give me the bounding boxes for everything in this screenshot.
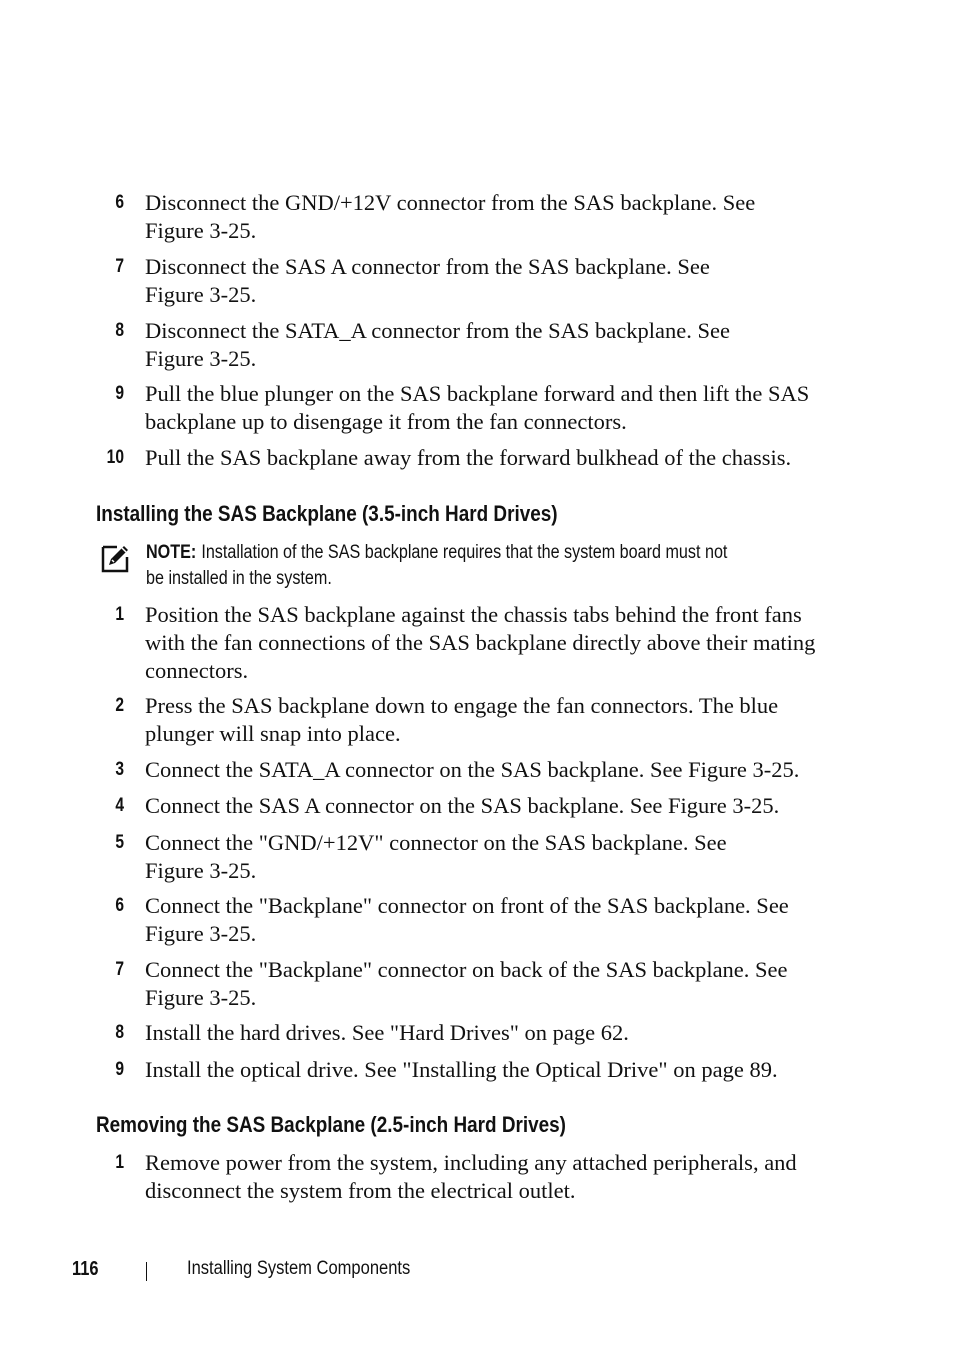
step-text: Install the optical drive. See "Installing the Optical Drive" on page 89. <box>145 1057 778 1082</box>
step-number: 7 <box>115 959 124 980</box>
step-number: 8 <box>115 320 124 341</box>
step-number: 5 <box>115 832 124 853</box>
step-text: Install the hard drives. See "Hard Drives" on page 62. <box>145 1020 629 1045</box>
note-text: Installation of the SAS backplane requires that the system board must not be installed in the system. <box>146 542 728 589</box>
step-number: 8 <box>115 1022 124 1043</box>
step-text: Position the SAS backplane against the chassis tabs behind the front fans with the fan connections of the SAS backplane directly above their mating connectors. <box>145 602 816 683</box>
step-text: Connect the SAS A connector on the SAS backplane. See Figure 3-25. <box>145 793 780 818</box>
page-number: 116 <box>72 1258 99 1280</box>
step-text: Disconnect the GND/+12V connector from the SAS backplane. See Figure 3-25. <box>145 190 756 243</box>
section-heading-removing: Removing the SAS Backplane (2.5-inch Hard Drives) <box>96 1112 566 1137</box>
step-text: Pull the SAS backplane away from the forward bulkhead of the chassis. <box>145 445 792 470</box>
footer-section-title: Installing System Components <box>187 1258 411 1279</box>
step-text: Connect the "Backplane" connector on back of the SAS backplane. See Figure 3-25. <box>145 957 788 1010</box>
step-text: Press the SAS backplane down to engage the fan connectors. The blue plunger will snap into place. <box>145 693 779 746</box>
step-number: 6 <box>115 895 124 916</box>
step-text: Disconnect the SATA_A connector from the SAS backplane. See Figure 3-25. <box>145 318 730 371</box>
pencil-note-icon <box>100 544 130 574</box>
footer-divider <box>146 1262 147 1281</box>
step-number: 3 <box>115 759 124 780</box>
step-number: 6 <box>115 192 124 213</box>
step-text: Connect the "GND/+12V" connector on the SAS backplane. See Figure 3-25. <box>145 830 727 883</box>
step-number: 1 <box>115 604 124 625</box>
step-number: 1 <box>115 1152 124 1173</box>
step-number: 2 <box>115 695 124 716</box>
step-number: 10 <box>106 447 124 468</box>
step-number: 9 <box>115 1059 124 1080</box>
step-text: Disconnect the SAS A connector from the SAS backplane. See Figure 3-25. <box>145 254 710 307</box>
note-label: NOTE: <box>146 542 197 563</box>
step-text: Pull the blue plunger on the SAS backplane forward and then lift the SAS backplane up to disengage it from the fan connectors. <box>145 381 810 434</box>
step-number: 7 <box>115 256 124 277</box>
step-text: Connect the "Backplane" connector on front of the SAS backplane. See Figure 3-25. <box>145 893 789 946</box>
step-number: 4 <box>115 795 124 816</box>
step-text: Connect the SATA_A connector on the SAS backplane. See Figure 3-25. <box>145 757 800 782</box>
step-text: Remove power from the system, including any attached peripherals, and disconnect the system from the electrical outlet. <box>145 1150 797 1203</box>
section-heading-installing: Installing the SAS Backplane (3.5-inch Hard Drives) <box>96 501 558 526</box>
page-footer <box>0 1255 954 1285</box>
step-number: 9 <box>115 383 124 404</box>
